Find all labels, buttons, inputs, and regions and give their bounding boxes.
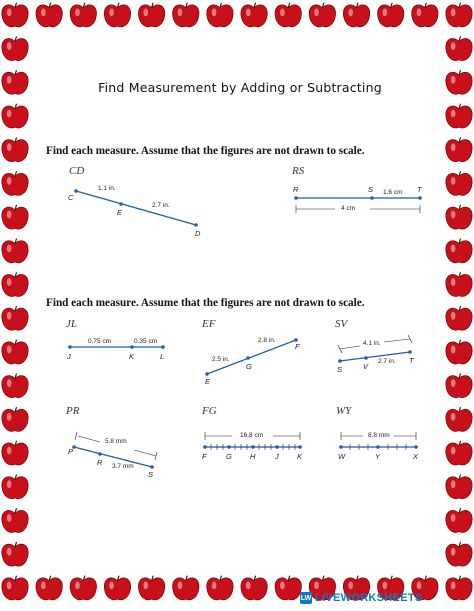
problem-jl-point-k: K	[129, 352, 135, 361]
problem-ef-measure-eg: 2.5 in.	[212, 356, 230, 363]
problem-fg-point-h: H	[250, 452, 256, 461]
problem-jl-name: JL	[66, 318, 77, 330]
problem-cd-measure-ce: 1.1 in.	[98, 185, 116, 192]
problem-fg-measure-fk: 16.8 cm	[240, 432, 264, 439]
problem-fg-point-k: K	[297, 452, 303, 461]
problem-fg-name: FG	[202, 405, 217, 417]
figure-cd	[74, 189, 198, 227]
problem-cd-point-e: E	[117, 208, 123, 217]
problem-rs-point-t: T	[417, 185, 422, 194]
problem-rs-name: RS	[292, 165, 305, 177]
problem-wy-point-w: W	[338, 452, 346, 461]
problem-jl-point-l: L	[160, 352, 165, 361]
problem-ef-measure-gf: 2.8 in.	[258, 337, 276, 344]
instructions-part-1: Find each measure. Assume that the figures are not drawn to scale.	[46, 145, 365, 157]
problem-pr-measure-rs: 3.7 mm	[112, 463, 134, 470]
problem-pr-measure-ps: 5.8 mm	[105, 438, 127, 445]
problem-cd-point-c: C	[68, 193, 74, 202]
worksheet-title: Find Measurement by Adding or Subtracting	[98, 80, 382, 95]
problem-jl-point-j: J	[67, 352, 71, 361]
problem-ef-point-f: F	[295, 342, 300, 351]
problem-cd-name: CD	[69, 165, 85, 177]
problem-ef-point-g: G	[246, 362, 252, 371]
figure-jl	[68, 345, 165, 349]
problem-wy-point-y: Y	[375, 452, 381, 461]
problem-wy-measure-wx: 8.8 mm	[368, 432, 390, 439]
problem-sv-point-v: V	[363, 362, 369, 371]
figure-rs	[294, 196, 422, 213]
problem-pr-point-p: P	[68, 447, 74, 456]
problem-pr-name: PR	[66, 405, 80, 417]
problem-wy-name: WY	[336, 405, 352, 417]
problem-sv-point-t: T	[409, 356, 414, 365]
problem-rs-point-r: R	[293, 185, 299, 194]
problem-ef-name: EF	[202, 318, 216, 330]
problem-sv-point-s: S	[337, 365, 343, 374]
problem-cd-measure-ed: 2.7 in.	[152, 202, 170, 209]
liveworksheets-brand: LIVEWORKSHEETS	[315, 592, 423, 604]
problem-pr-point-s: S	[148, 470, 154, 479]
problem-jl-measure-kl: 0.35 cm	[134, 338, 158, 345]
problem-fg-point-f: F	[202, 452, 207, 461]
problem-jl-measure-jk: 0.75 cm	[88, 338, 112, 345]
problem-fg-point-g: G	[226, 452, 232, 461]
problem-fg-point-j: J	[275, 452, 279, 461]
liveworksheets-logo-icon: LW	[300, 592, 312, 604]
problem-sv-name: SV	[335, 318, 348, 330]
liveworksheets-footer	[300, 591, 423, 605]
problem-rs-measure-rt: 4 cm	[341, 205, 356, 212]
problem-sv-measure-vt: 2.7 in.	[378, 358, 396, 365]
problem-cd-point-d: D	[195, 229, 201, 238]
problem-rs-measure-st: 1.6 cm	[383, 189, 403, 196]
problem-sv-measure-st: 4.1 in.	[363, 340, 381, 347]
problem-ef-point-e: E	[205, 377, 211, 386]
problem-wy-point-x: X	[413, 452, 419, 461]
problem-rs-point-s: S	[368, 185, 374, 194]
problem-pr-point-r: R	[97, 458, 103, 467]
instructions-part-2: Find each measure. Assume that the figures are not drawn to scale.	[46, 297, 365, 309]
